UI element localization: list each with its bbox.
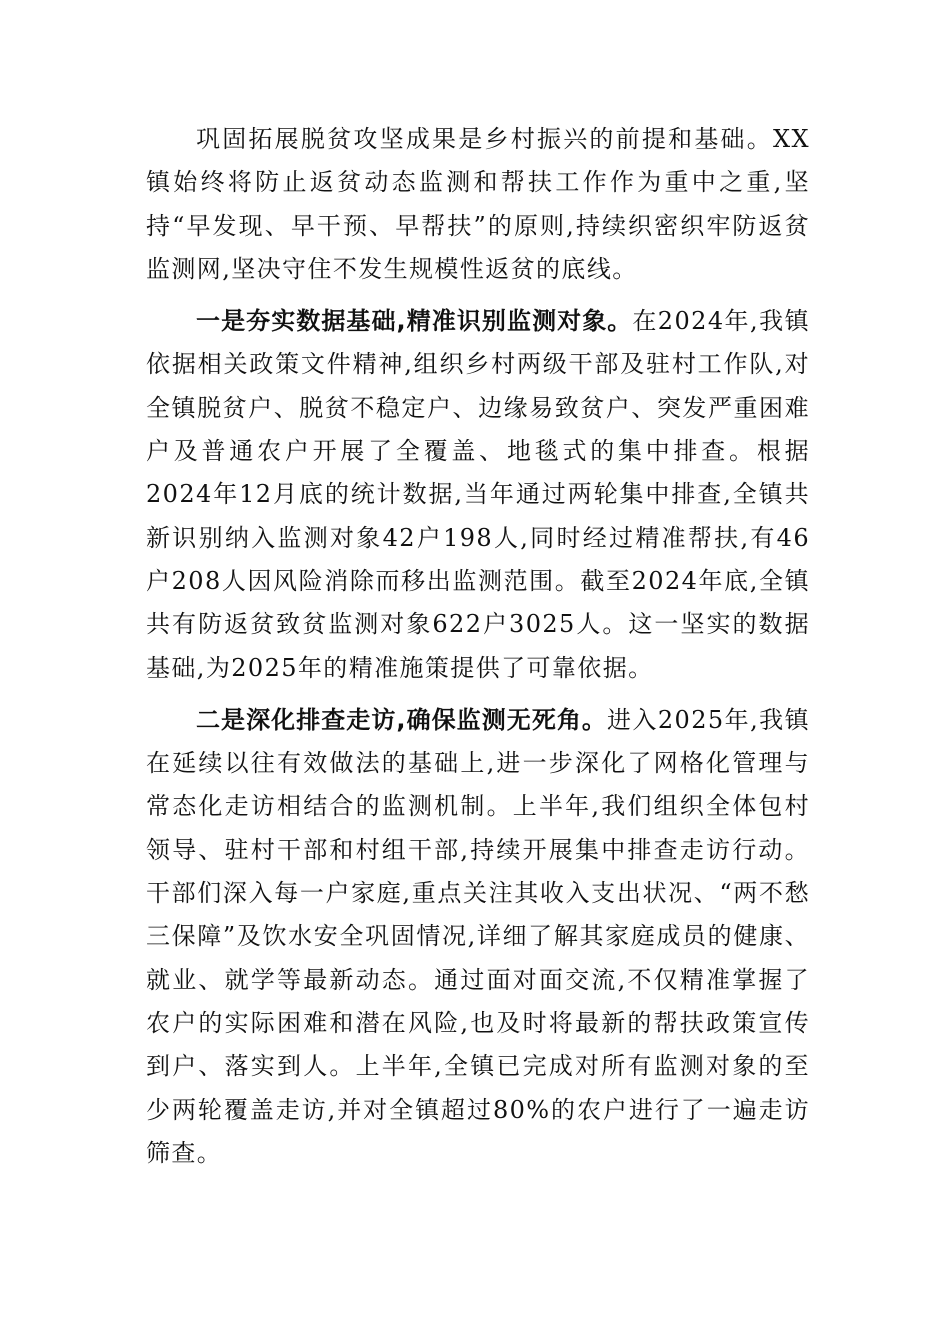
paragraph-data-foundation xyxy=(146,300,810,690)
paragraph-text: 巩固拓展脱贫攻坚成果是乡村振兴的前提和基础。XX镇始终将防止返贫动态监测和帮扶工作作为重中之重,坚持“早发现、早干预、早帮扶”的原则,持续织密织牢防返贫监测网,坚决守住不发生规模性返贫的底线。 xyxy=(146,125,810,283)
paragraph-lead-heading: 二是深化排查走访,确保监测无死角。 xyxy=(196,705,607,734)
paragraph-text: 进入2025年,我镇在延续以往有效做法的基础上,进一步深化了网格化管理与常态化走访相结合的监测机制。上半年,我们组织全体包村领导、驻村干部和村组干部,持续开展集中排查走访行动。干部们深入每一户家庭,重点关注其收入支出状况、“两不愁三保障”及饮水安全巩固情况,详细了解其家庭成员的健康、就业、就学等最新动态。通过面对面交流,不仅精准掌握了农户的实际困难和潜在风险,也及时将最新的帮扶政策宣传到户、落实到人。上半年,全镇已完成对所有监测对象的至少两轮覆盖走访,并对全镇超过80%的农户进行了一遍走访筛查。 xyxy=(146,705,810,1167)
paragraph-visits xyxy=(146,699,810,1175)
paragraph-text: 在2024年,我镇依据相关政策文件精神,组织乡村两级干部及驻村工作队,对全镇脱贫户、脱贫不稳定户、边缘易致贫户、突发严重困难户及普通农户开展了全覆盖、地毯式的集中排查。根据2024年12月底的统计数据,当年通过两轮集中排查,全镇共新识别纳入监测对象42户198人,同时经过精准帮扶,有46户208人因风险消除而移出监测范围。截至2024年底,全镇共有防返贫致贫监测对象622户3025人。这一坚实的数据基础,为2025年的精准施策提供了可靠依据。 xyxy=(146,307,810,682)
paragraph-intro xyxy=(146,118,810,291)
paragraph-lead-heading: 一是夯实数据基础,精准识别监测对象。 xyxy=(196,307,633,336)
document-body xyxy=(146,118,810,1184)
